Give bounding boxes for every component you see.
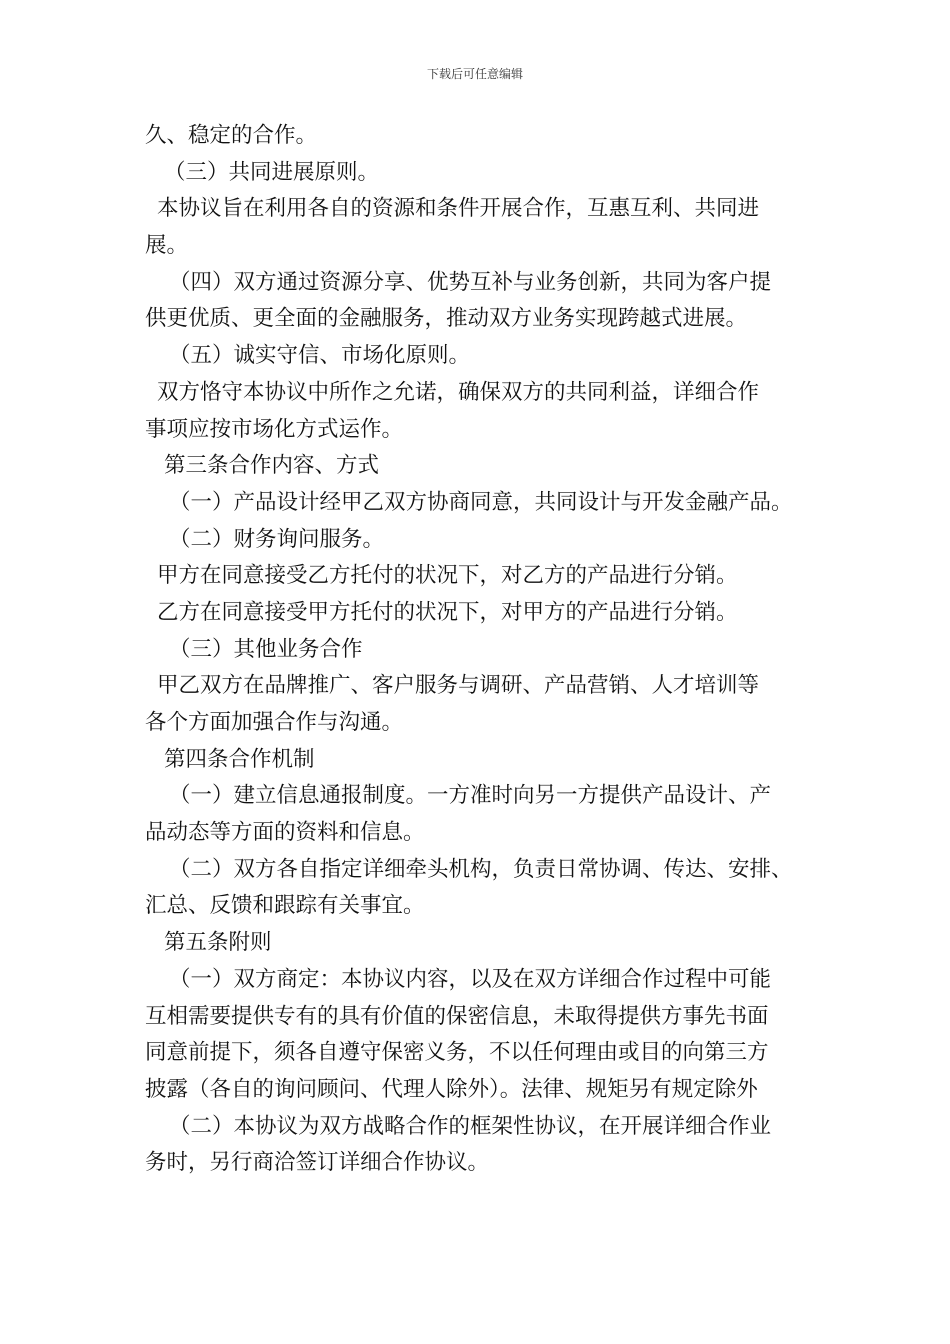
text-line: 汇总、反馈和跟踪有关事宜。 xyxy=(145,893,425,919)
text-line: （一）产品设计经甲乙双方协商同意，共同设计与开发金融产品。 xyxy=(169,489,793,515)
text-line: 供更优质、更全面的金融服务，推动双方业务实现跨越式进展。 xyxy=(145,306,748,332)
section-heading: 第四条合作机制 xyxy=(164,746,315,772)
text-line: 双方恪守本协议中所作之允诺，确保双方的共同利益，详细合作 xyxy=(157,379,760,405)
text-line: 事项应按市场化方式运作。 xyxy=(145,416,404,442)
text-line: （三）其他业务合作 xyxy=(169,636,363,662)
text-line: 品动态等方面的资料和信息。 xyxy=(145,820,425,846)
text-line: 披露（各自的询问顾问、代理人除外）。法律、规矩另有规定除外 xyxy=(145,1076,758,1102)
page-header: 下载后可任意编辑 xyxy=(426,67,523,81)
text-line: （四）双方通过资源分享、优势互补与业务创新，共同为客户提 xyxy=(169,269,772,295)
text-line: （二）本协议为双方战略合作的框架性协议，在开展详细合作业 xyxy=(169,1113,772,1139)
text-line: （一）建立信息通报制度。一方准时向另一方提供产品设计、产 xyxy=(169,783,772,809)
text-line: 本协议旨在利用各自的资源和条件开展合作，互惠互利、共同进 xyxy=(157,196,760,222)
text-line: 同意前提下，须各自遵守保密义务，不以任何理由或目的向第三方 xyxy=(145,1040,769,1066)
section-heading: 第五条附则 xyxy=(164,930,272,956)
text-line: 展。 xyxy=(145,233,189,259)
text-line: （三）共同进展原则。 xyxy=(164,159,380,185)
text-line: 各个方面加强合作与沟通。 xyxy=(145,710,404,735)
text-line: 久、稳定的合作。 xyxy=(145,123,318,148)
text-line: （一）双方商定：本协议内容，以及在双方详细合作过程中可能 xyxy=(169,966,772,992)
text-line: （二）财务询问服务。 xyxy=(169,526,385,552)
section-heading: 第三条合作内容、方式 xyxy=(164,453,380,479)
text-line: 务时，另行商洽签订详细合作协议。 xyxy=(145,1150,490,1176)
text-line: 甲方在同意接受乙方托付的状况下，对乙方的产品进行分销。 xyxy=(157,563,738,589)
text-line: （二）双方各自指定详细牵头机构，负责日常协调、传达、安排、 xyxy=(169,856,793,882)
document-body xyxy=(145,118,815,1182)
text-line: 乙方在同意接受甲方托付的状况下，对甲方的产品进行分销。 xyxy=(157,599,738,625)
text-line: 甲乙双方在品牌推广、客户服务与调研、产品营销、人才培训等 xyxy=(157,673,760,699)
text-line: （五）诚实守信、市场化原则。 xyxy=(169,343,471,369)
text-line: 互相需要提供专有的具有价值的保密信息，未取得提供方事先书面 xyxy=(145,1003,769,1029)
